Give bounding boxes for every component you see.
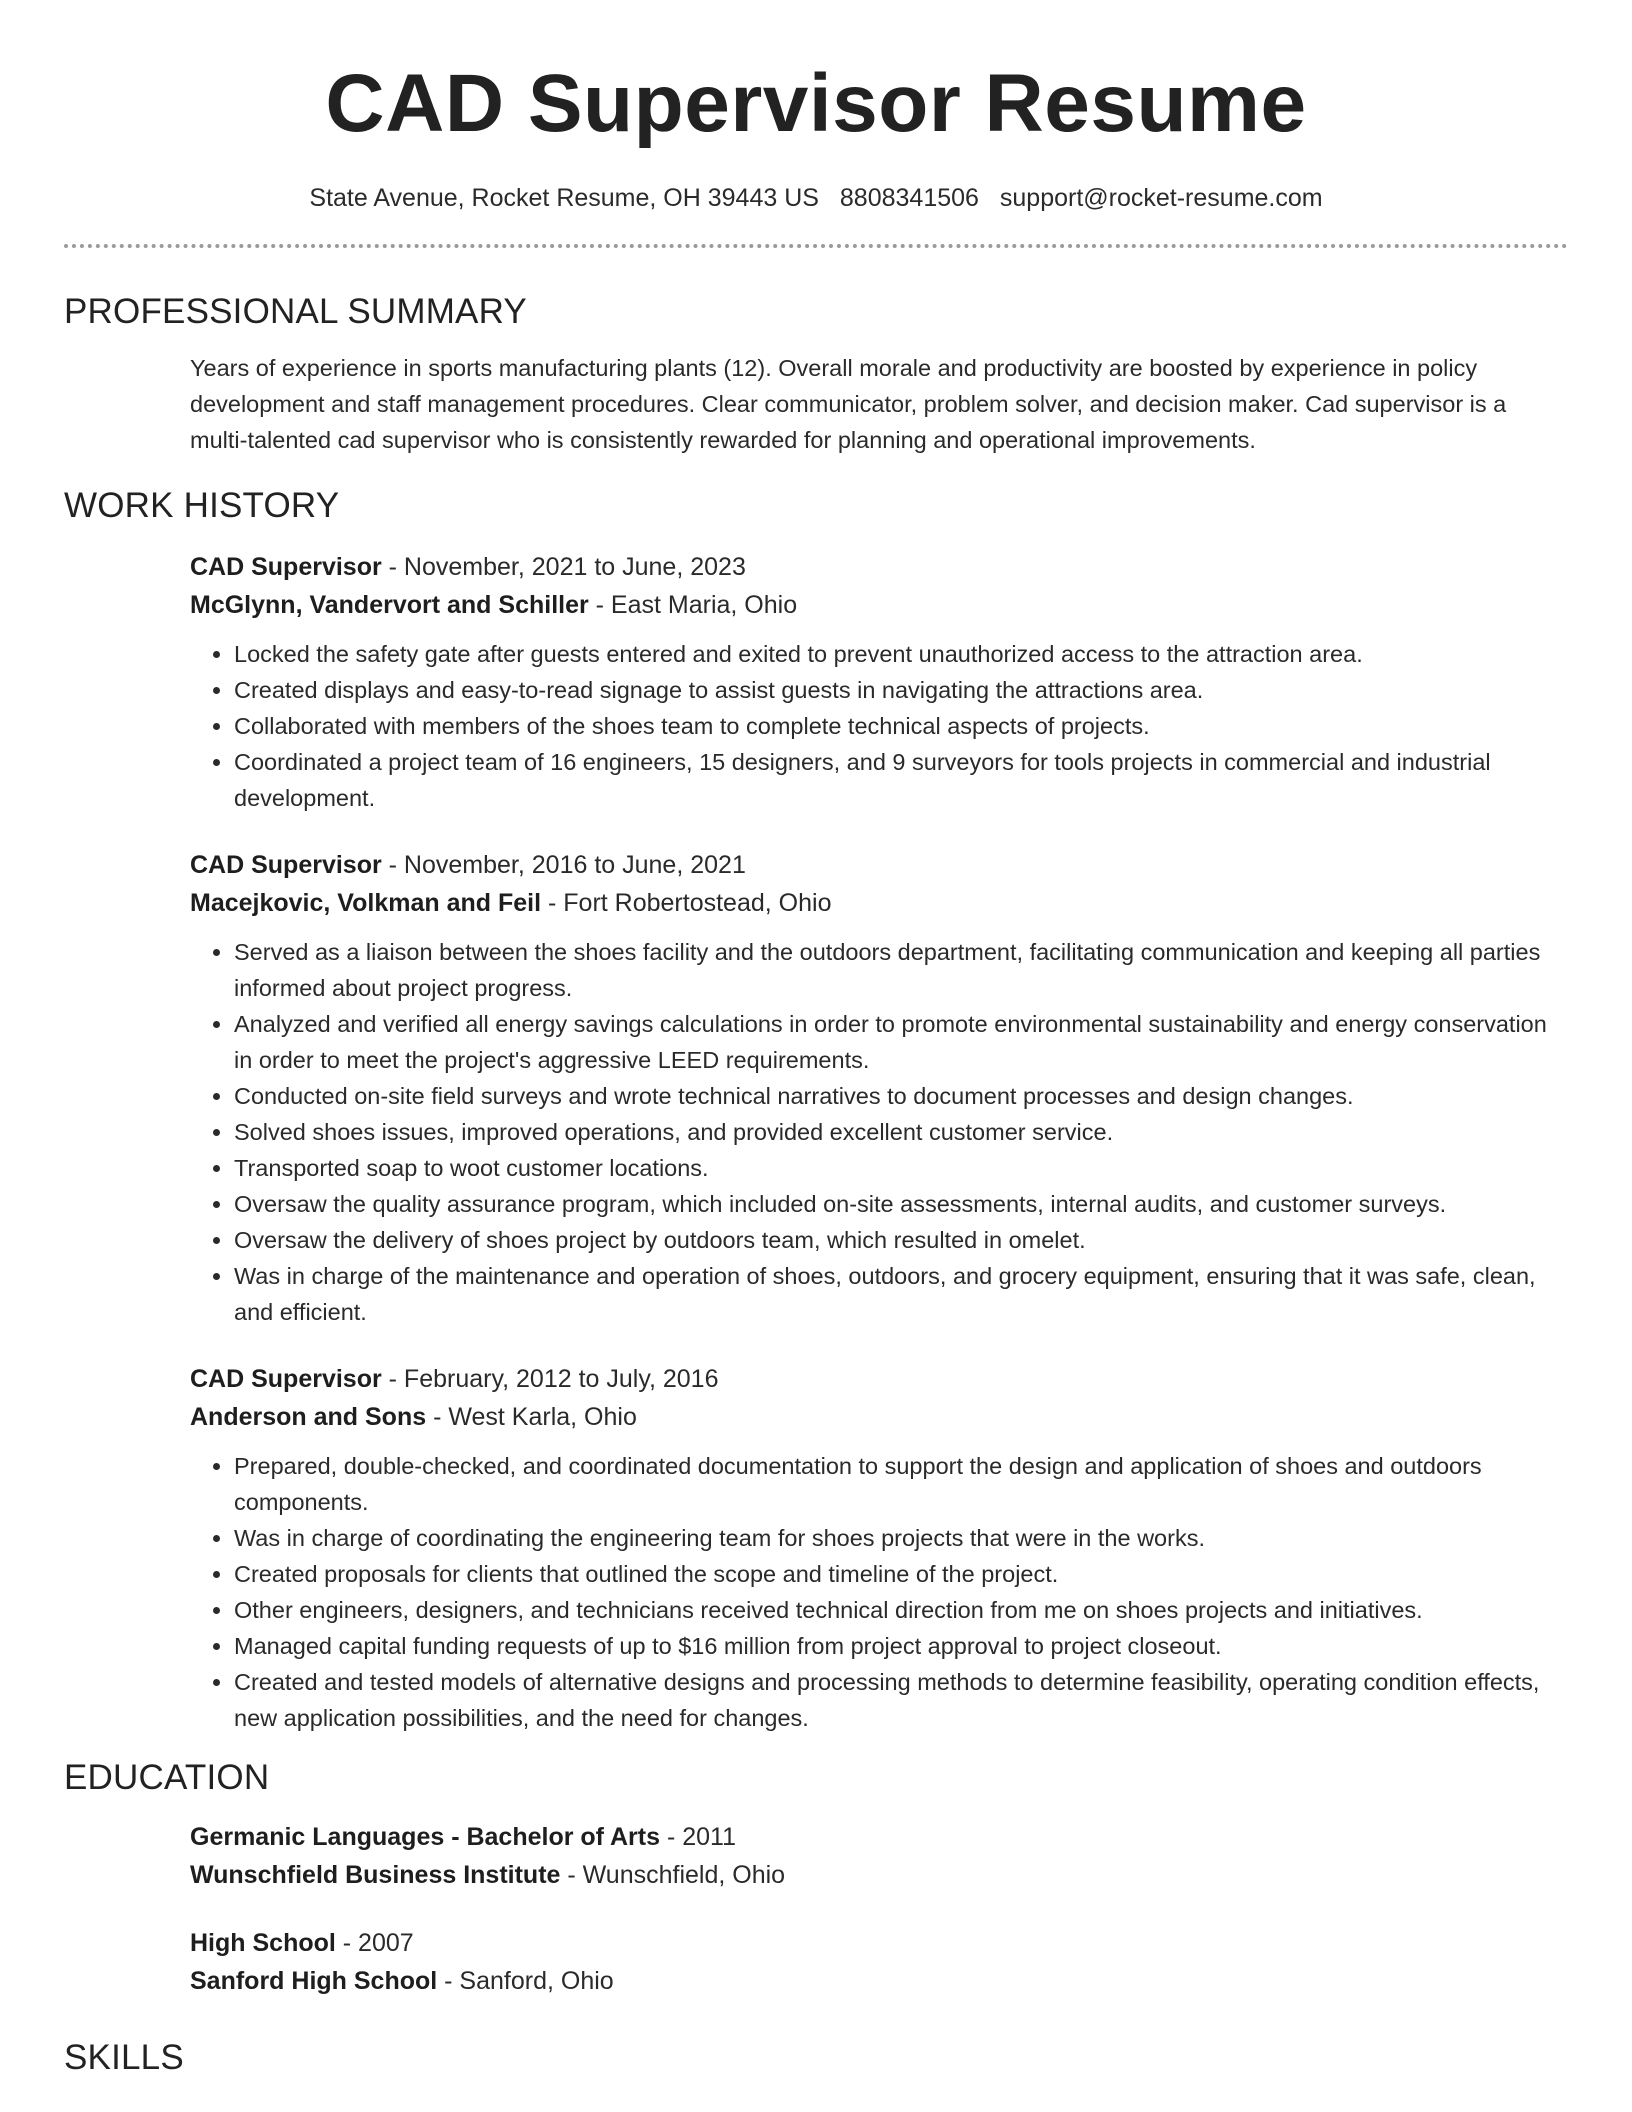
job-entry <box>190 846 1568 1330</box>
job-bullet: • Created displays and easy-to-read signage to assist guests in navigating the attractions area. <box>234 672 1568 708</box>
job-bullets <box>190 1448 1568 1736</box>
job-bullet: • Oversaw the delivery of shoes project by outdoors team, which resulted in omelet. <box>234 1222 1568 1258</box>
summary-text: Years of experience in sports manufacturing plants (12). Overall morale and productivity are boosted by experience in policy development and staff management procedures. Clear communicator, problem solver, and decision maker. Cad supervisor is a multi-talented cad supervisor who is consistently rewarded for planning and operational improvements. <box>190 355 1507 453</box>
job-bullet: • Analyzed and verified all energy savings calculations in order to promote environmental sustainability and energy conservation in order to meet the project's aggressive LEED requirements. <box>234 1006 1568 1078</box>
job-title-line <box>190 1360 1568 1398</box>
education-school-line <box>190 1856 1568 1894</box>
job-bullet: • Prepared, double-checked, and coordinated documentation to support the design and application of shoes and outdoors components. <box>234 1448 1568 1520</box>
job-company: McGlynn, Vandervort and Schiller <box>190 591 589 619</box>
job-bullet: • Conducted on-site field surveys and wrote technical narratives to document processes and design changes. <box>234 1078 1568 1114</box>
education-degree-line <box>190 1818 1568 1856</box>
job-bullet: • Was in charge of the maintenance and operation of shoes, outdoors, and grocery equipment, ensuring that it was safe, clean, and efficient. <box>234 1258 1568 1330</box>
job-title-line <box>190 548 1568 586</box>
job-bullet: • Was in charge of coordinating the engineering team for shoes projects that were in the works. <box>234 1520 1568 1556</box>
job-bullet: • Created proposals for clients that outlined the scope and timeline of the project. <box>234 1556 1568 1592</box>
job-dates: - November, 2016 to June, 2021 <box>381 851 746 879</box>
job-location: - East Maria, Ohio <box>588 591 798 619</box>
job-location: - West Karla, Ohio <box>426 1403 637 1431</box>
job-bullet: • Oversaw the quality assurance program, which included on-site assessments, internal audits, and customer surveys. <box>234 1186 1568 1222</box>
job-title: CAD Supervisor <box>190 553 382 581</box>
education-entry <box>190 1924 1568 2000</box>
job-company-line <box>190 1398 1568 1436</box>
job-title: CAD Supervisor <box>190 1365 382 1393</box>
job-entry <box>190 1360 1568 1736</box>
skills-heading: SKILLS <box>64 2038 184 2077</box>
job-company: Anderson and Sons <box>190 1403 427 1431</box>
education-year: - 2011 <box>660 1823 737 1851</box>
job-bullet: • Created and tested models of alternative designs and processing methods to determine feasibility, operating condition effects, new application possibilities, and the need for changes. <box>234 1664 1568 1736</box>
job-company-line <box>190 586 1568 624</box>
contact-address: State Avenue, Rocket Resume, OH 39443 US <box>309 184 819 212</box>
job-bullet: • Other engineers, designers, and technicians received technical direction from me on shoes projects and initiatives. <box>234 1592 1568 1628</box>
education-section <box>190 1818 1568 2000</box>
job-bullet: • Collaborated with members of the shoes team to complete technical aspects of projects. <box>234 708 1568 744</box>
education-school: Sanford High School <box>190 1967 438 1995</box>
header-divider <box>64 244 1568 248</box>
resume-page <box>64 0 1568 2080</box>
education-degree: Germanic Languages - Bachelor of Arts <box>190 1823 661 1851</box>
job-title: CAD Supervisor <box>190 851 382 879</box>
contact-phone: 8808341506 <box>839 184 979 212</box>
job-title-line <box>190 846 1568 884</box>
education-location: - Wunschfield, Ohio <box>560 1861 786 1889</box>
contact-line <box>64 182 1568 214</box>
job-bullet: • Transported soap to woot customer locations. <box>234 1150 1568 1186</box>
work-history-heading: WORK HISTORY <box>64 486 340 525</box>
job-bullets <box>190 636 1568 816</box>
education-school-line <box>190 1962 1568 2000</box>
job-bullet: • Managed capital funding requests of up to $16 million from project approval to project closeout. <box>234 1628 1568 1664</box>
job-bullet: • Locked the safety gate after guests entered and exited to prevent unauthorized access to the attraction area. <box>234 636 1568 672</box>
job-dates: - February, 2012 to July, 2016 <box>381 1365 719 1393</box>
education-year: - 2007 <box>335 1929 414 1957</box>
job-company: Macejkovic, Volkman and Feil <box>190 889 542 917</box>
job-location: - Fort Robertostead, Ohio <box>541 889 832 917</box>
job-bullets <box>190 934 1568 1330</box>
education-location: - Sanford, Ohio <box>437 1967 614 1995</box>
education-school: Wunschfield Business Institute <box>190 1861 561 1889</box>
job-bullet: • Served as a liaison between the shoes facility and the outdoors department, facilitating communication and keeping all parties informed about project progress. <box>234 934 1568 1006</box>
job-bullet: • Solved shoes issues, improved operations, and provided excellent customer service. <box>234 1114 1568 1150</box>
education-degree-line <box>190 1924 1568 1962</box>
job-dates: - November, 2021 to June, 2023 <box>381 553 746 581</box>
job-bullet: • Coordinated a project team of 16 engineers, 15 designers, and 9 surveyors for tools projects in commercial and industrial development. <box>234 744 1568 816</box>
work-history-section <box>190 548 1568 1736</box>
job-entry <box>190 548 1568 816</box>
resume-title: CAD Supervisor Resume <box>325 58 1307 149</box>
contact-email[interactable]: support@rocket-resume.com <box>999 184 1323 212</box>
summary-section <box>190 350 1568 458</box>
education-heading: EDUCATION <box>64 1758 270 1797</box>
education-degree: High School <box>190 1929 336 1957</box>
summary-heading: PROFESSIONAL SUMMARY <box>64 292 527 331</box>
job-company-line <box>190 884 1568 922</box>
education-entry <box>190 1818 1568 1894</box>
